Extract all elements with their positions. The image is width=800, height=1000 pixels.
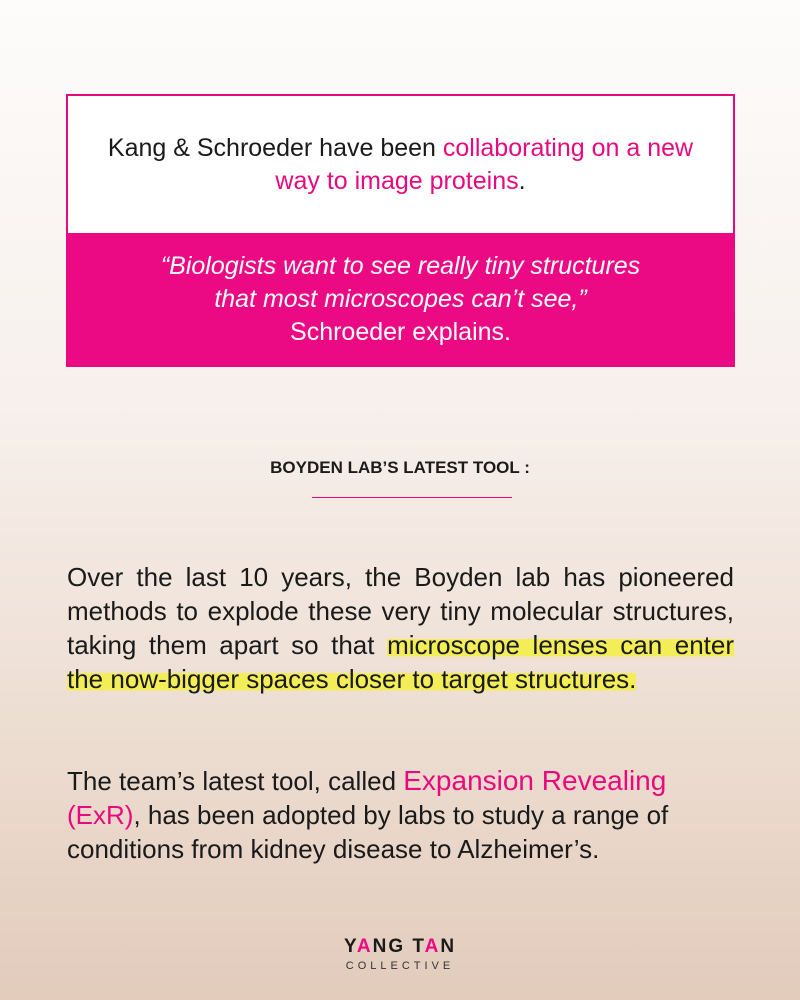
paragraph-2-rest: , has been adopted by labs to study a range of conditions from kidney disease to Alzheimer’s. [67, 800, 669, 864]
quote-attribution: Schroeder explains. [290, 317, 511, 346]
intro-card [66, 94, 735, 367]
intro-highlight: collaborating on a new way to image proteins [275, 133, 694, 195]
intro-plain: Kang & Schroeder have been [107, 133, 443, 162]
section-heading: BOYDEN LAB’S LATEST TOOL : [270, 458, 530, 477]
intro-period: . [518, 166, 526, 195]
intro-text [68, 96, 733, 233]
logo-subtitle: COLLECTIVE [345, 960, 455, 972]
paragraph-1-text: Over the last 10 years, the Boyden lab has pioneered methods to explode these very tiny molecular structures, taking them apart so that [67, 562, 734, 660]
paragraph-1-highlight: microscope lenses can enter the now-bigger spaces closer to target structures. [67, 630, 734, 694]
quote-block [68, 233, 733, 365]
paragraph-boyden-methods [67, 560, 734, 696]
paragraph-2-intro: The team’s latest tool, called [67, 766, 404, 796]
logo-letter-y: Y [343, 936, 357, 957]
tool-name: Expansion Revealing [403, 765, 667, 796]
logo-letter-t: T [412, 936, 425, 957]
tool-abbreviation: (ExR) [67, 800, 134, 830]
logo-letter-a1: A [356, 936, 373, 957]
logo-letter-n: N [440, 936, 457, 957]
brand-logo [0, 936, 800, 972]
logo-letters-ng: NG [372, 936, 406, 957]
logo-wordmark [0, 936, 800, 958]
quote-line-2: that most microscopes can’t see,” [214, 284, 587, 313]
section-divider [312, 497, 512, 498]
paragraph-expansion-revealing [67, 764, 734, 866]
quote-line-1: “Biologists want to see really tiny structures [160, 251, 641, 280]
logo-letter-a2: A [424, 936, 441, 957]
